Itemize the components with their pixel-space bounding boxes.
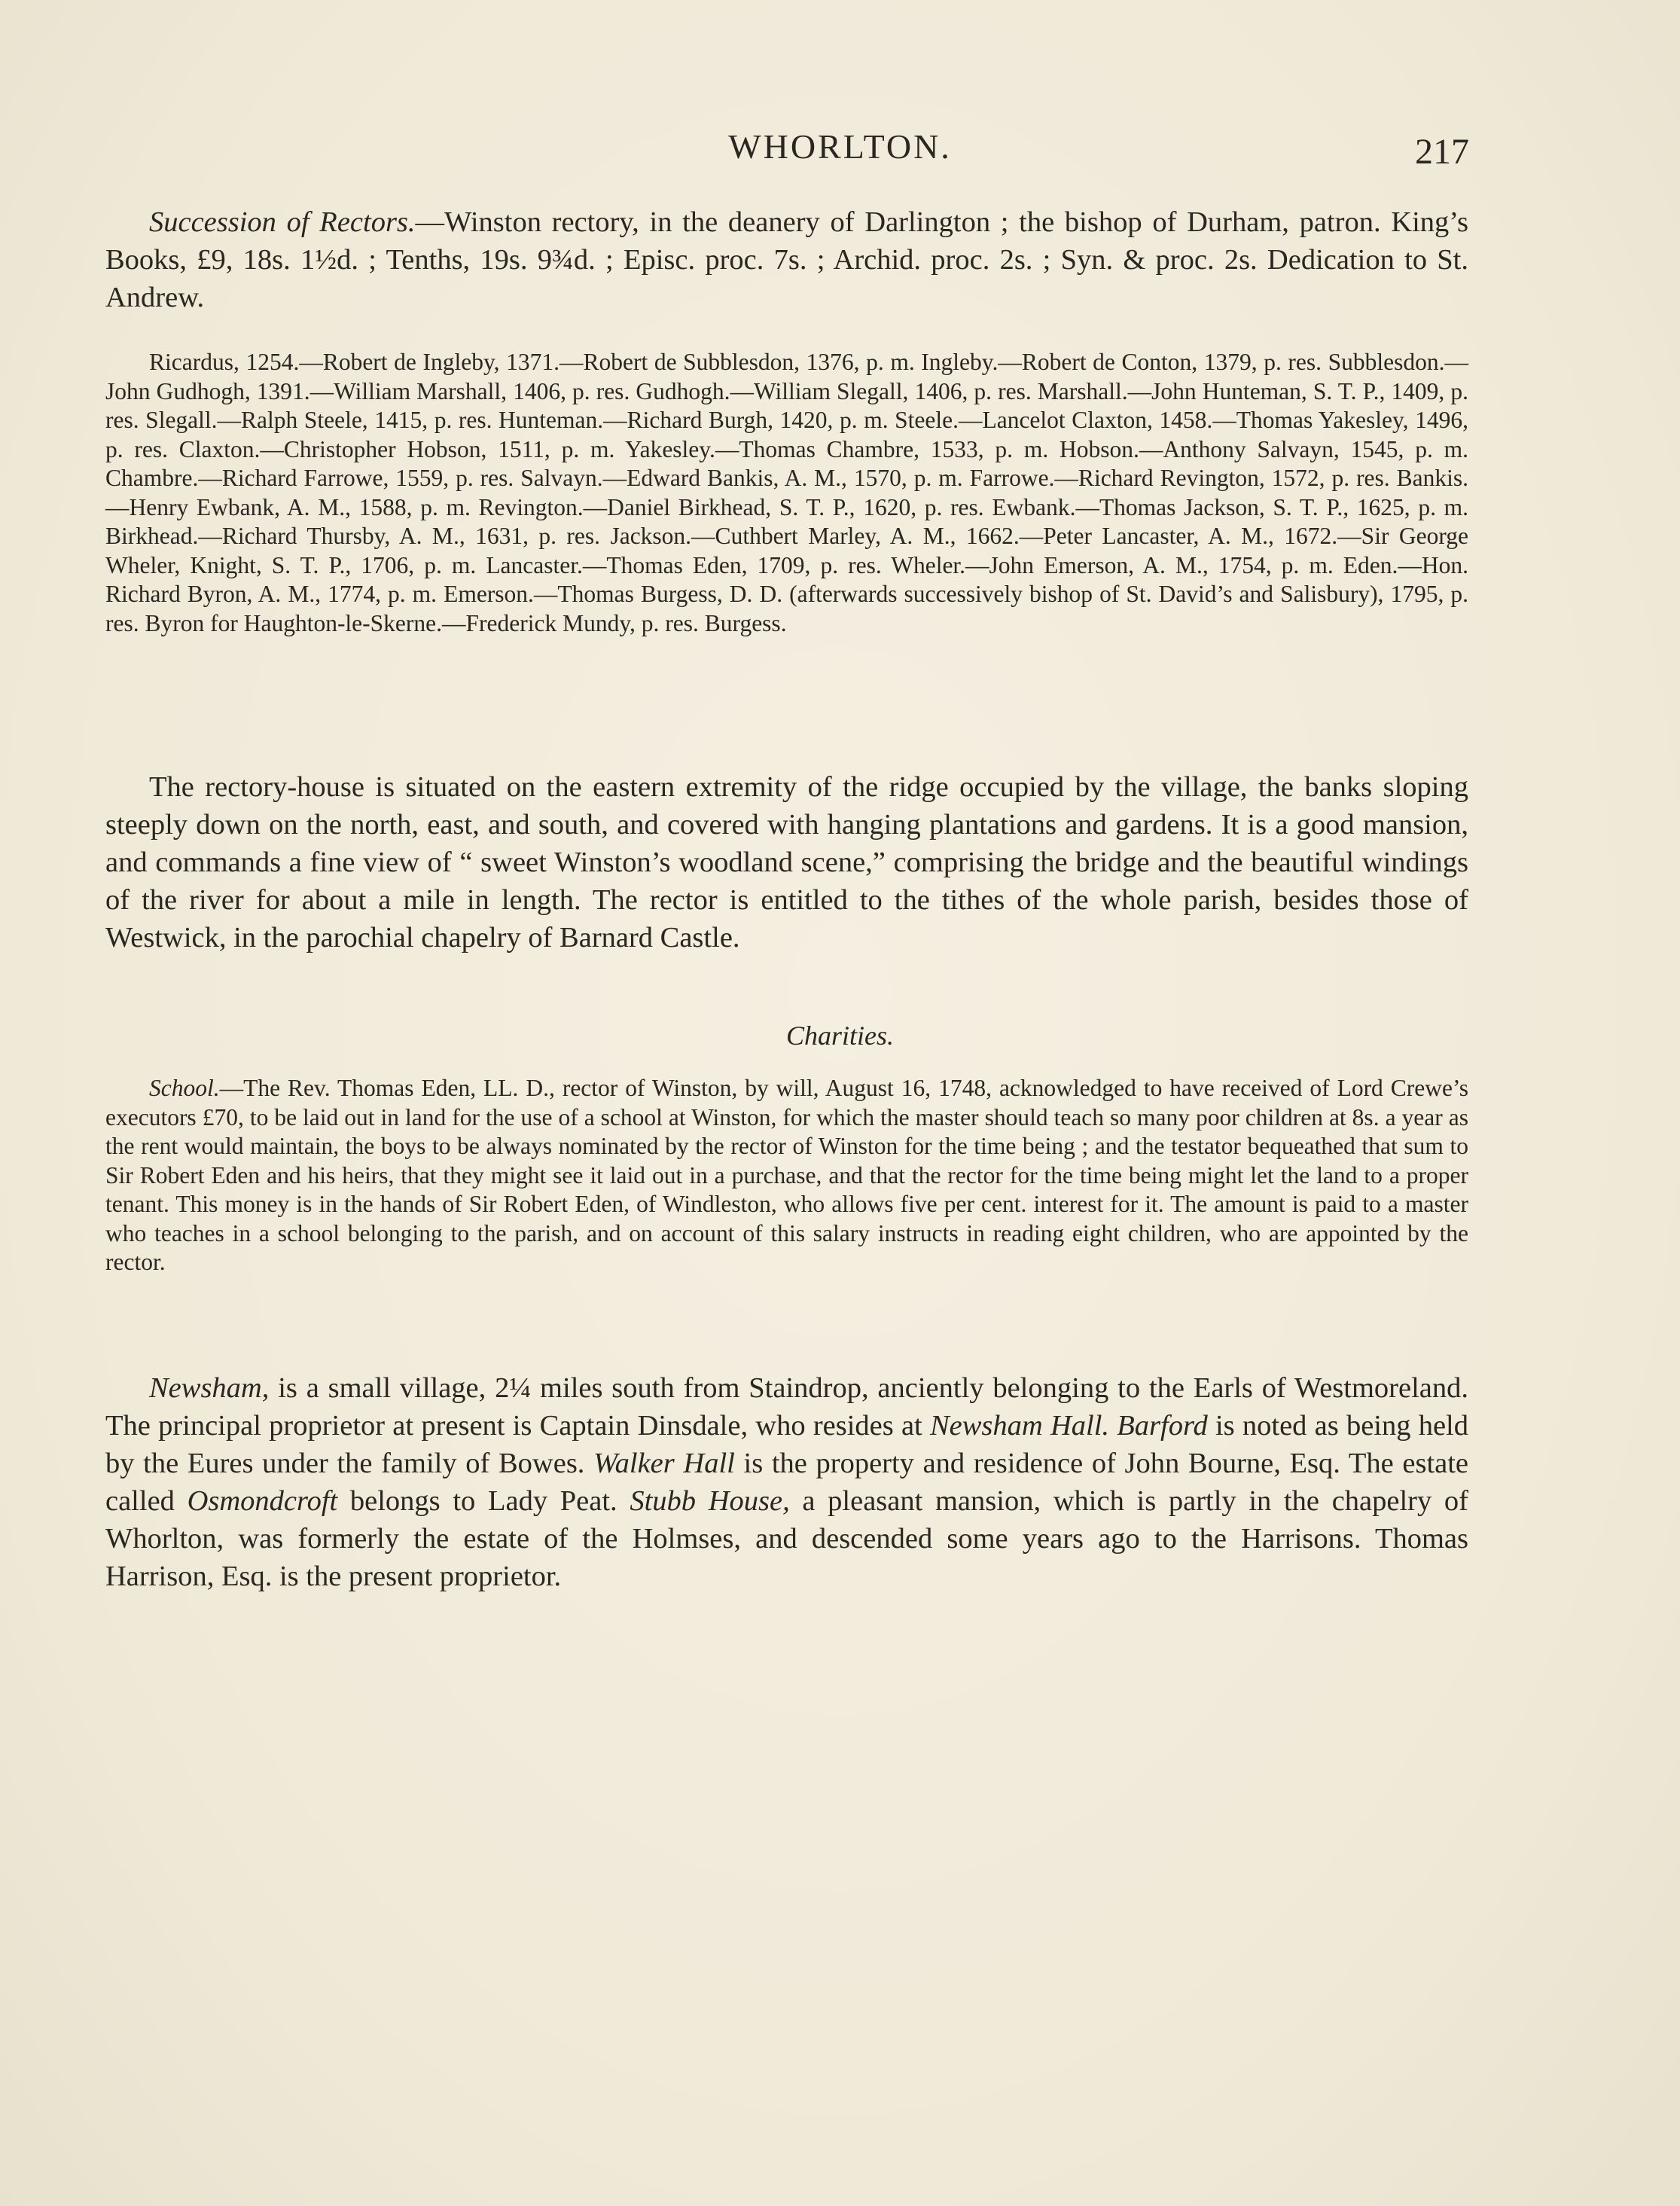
running-title: WHORLTON.: [728, 127, 952, 166]
succession-paragraph: [105, 203, 1468, 316]
stubb-house: Stubb House,: [630, 1485, 790, 1517]
school-label: School.: [149, 1075, 220, 1101]
newsham-hall: Newsham Hall.: [929, 1410, 1110, 1442]
rectors-list: Ricardus, 1254.—Robert de Ingleby, 1371.—Robert de Subblesdon, 1376, p. m. Ingleby.—Robert de Conton, 1379, p. res. Subblesdon.—John Gudhogh, 1391.—William Marshall, 1406, p. res. Gudhogh.—William Slegall, 1406, p. res. Marshall.—John Hunteman, S. T. P., 1409, p. res. Slegall.—Ralph Steele, 1415, p. res. Hunteman.—Richard Burgh, 1420, p. m. Steele.—Lancelot Claxton, 1458.—Thomas Yakesley, 1496, p. res. Claxton.—Christopher Hobson, 1511, p. m. Yakesley.—Thomas Chambre, 1533, p. m. Hobson.—Anthony Salvayn, 1545, p. m. Chambre.—Richard Farrowe, 1559, p. res. Salvayn.—Edward Bankis, A. M., 1570, p. m. Farrowe.—Richard Revington, 1572, p. res. Bankis.—Henry Ewbank, A. M., 1588, p. m. Revington.—Daniel Birkhead, S. T. P., 1620, p. res. Ewbank.—Thomas Jackson, S. T. P., 1625, p. m. Birkhead.—Richard Thursby, A. M., 1631, p. res. Jackson.—Cuthbert Marley, A. M., 1662.—Peter Lancaster, A. M., 1672.—Sir George Wheler, Knight, S. T. P., 1706, p. m. Lancaster.—Thomas Eden, 1709, p. res. Wheler.—John Emerson, A. M., 1754, p. m. Eden.—Hon. Richard Byron, A. M., 1774, p. m. Emerson.—Thomas Burgess, D. D. (afterwards successively bishop of St. David’s and Salisbury), 1795, p. res. Byron for Haughton-le-Skerne.—Frederick Mundy, p. res. Burgess.: [105, 349, 1468, 636]
barford: Barford: [1117, 1410, 1208, 1442]
newsham-text-1: is a small village, 2¼ miles south from Staindrop, anciently belonging to the Earls of Westmoreland. The principal proprietor at present is Captain Dinsdale, who resides at: [105, 1372, 1468, 1442]
newsham-text-5: a pleasant mansion, which is partly in the chapelry of Whorlton, was formerly the estate of the Holmses, and descended some years ago to the Harrisons. Thomas Harrison, Esq. is the present proprietor.: [105, 1485, 1468, 1592]
walker-hall: Walker Hall: [593, 1448, 735, 1479]
running-head: [0, 127, 1680, 172]
newsham-paragraph: [105, 1369, 1468, 1595]
newsham-text-2: is noted as being held by the Eures under the family of Bowes.: [105, 1410, 1468, 1479]
school-text: —The Rev. Thomas Eden, LL. D., rector of Winston, by will, August 16, 1748, acknowledged to have received of Lord Crewe’s executors £70, to be laid out in land for the use of a school at Winston, for which the master should teach so many poor children at 8s. a year as the rent would maintain, the boys to be always nominated by the rector of Winston for the time being ; and the testator bequeathed that sum to Sir Robert Eden and his heirs, that they might see it laid out in a purchase, and that the rector for the time being might let the land to a proper tenant. This money is in the hands of Sir Robert Eden, of Windleston, who allows five per cent. interest for it. The amount is paid to a master who teaches in a school belonging to the parish, and on account of this salary instructs in reading eight children, who are appointed by the rector.: [105, 1075, 1468, 1275]
school-paragraph: [105, 1074, 1468, 1277]
succession-text: —Winston rectory, in the deanery of Darlington ; the bishop of Durham, patron. King’s Books, £9, 18s. 1½d. ; Tenths, 19s. 9¾d. ; Episc. proc. 7s. ; Archid. proc. 2s. ; Syn. & proc. 2s. Dedication to St. Andrew.: [105, 206, 1468, 313]
page-number: 217: [1415, 132, 1469, 172]
newsham-text-4: belongs to Lady Peat.: [337, 1485, 630, 1517]
succession-label: Succession of Rectors.: [149, 206, 416, 238]
newsham-text-3: is the property and residence of John Bourne, Esq. The estate called: [105, 1448, 1469, 1517]
osmondcroft: Osmondcroft: [187, 1485, 338, 1517]
rectory-house-paragraph: The rectory-house is situated on the eastern extremity of the ridge occupied by the village, the banks sloping steeply down on the north, east, and south, and covered with hanging plantations and gardens. It is a good mansion, and commands a fine view of “ sweet Winston’s woodland scene,” comprising the bridge and the beautiful windings of the river for about a mile in length. The rector is entitled to the tithes of the whole parish, besides those of Westwick, in the parochial chapelry of Barnard Castle.: [105, 771, 1468, 953]
charities-heading: Charities.: [785, 1021, 894, 1051]
newsham-name: Newsham,: [149, 1372, 270, 1404]
